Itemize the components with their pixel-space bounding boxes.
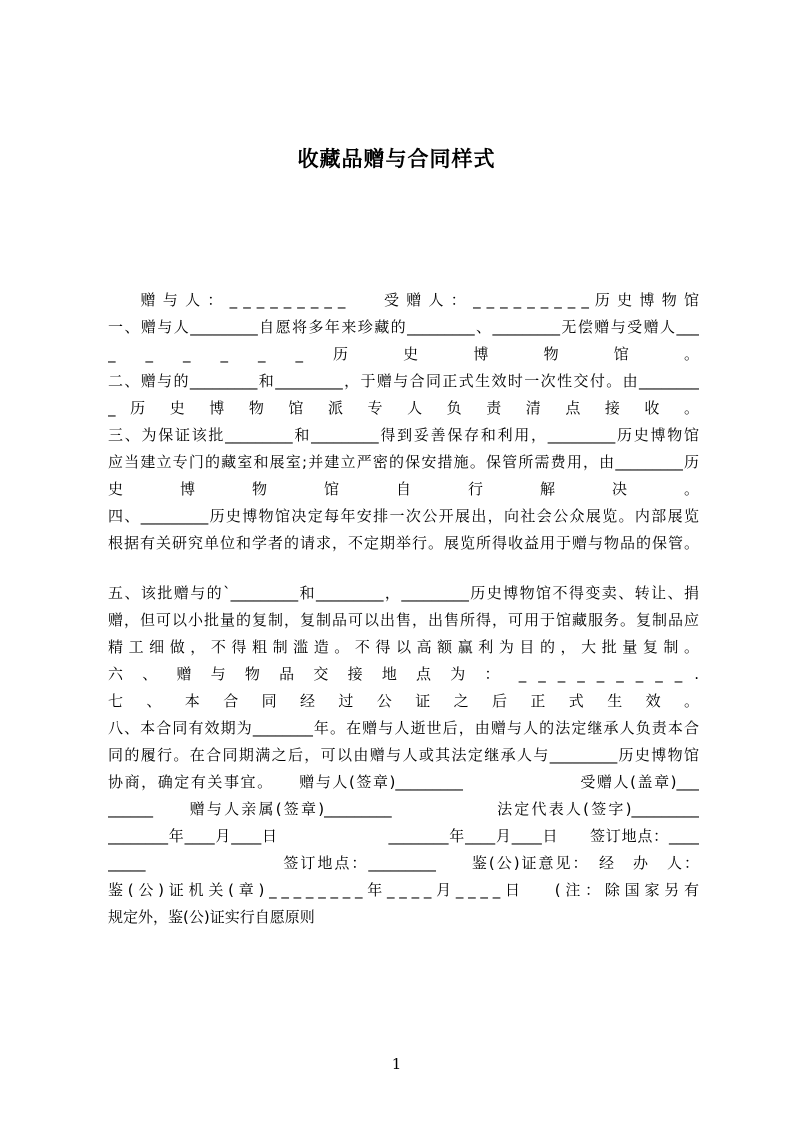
clause-1-line-1: 一、赠与人_________自愿将多年来珍藏的_________、_________无偿赠与受赠人___ [108, 318, 699, 336]
clause-4-line-1: 四、_________历史博物馆决定每年安排一次公开展出，向社会公众展览。内部展览 [108, 507, 699, 525]
note-line: 规定外，鉴(公)证实行自愿原则 [108, 908, 315, 926]
clause-5-line-3: 精工细做，不得粗制滥造。不得以高额赢利为目的，大批量复制。 [108, 638, 699, 656]
clause-3-line-3: 史 博 物 馆 自 行 解 决 。 [108, 480, 699, 498]
page-number: 1 [391, 1055, 402, 1073]
clause-2-line-1: 二、赠与的_________和_________，于赠与合同正式生效时一次性交付。由________ [108, 372, 699, 390]
donor-recipient-line: 赠 与 人 ： _ _ _ _ _ _ _ _ _ 受 赠 人 ： _ _ _ _ _ _ _ _ _ 历 史 博 物 馆 [108, 291, 699, 309]
clause-3-line-2: 应当建立专门的藏室和展室;并建立严密的保安措施。保管所需费用，由_________历 [108, 453, 699, 471]
clause-8-line-1: 八、本合同有效期为________年。在赠与人逝世后，由赠与人的法定继承人负责本合 [108, 719, 699, 737]
signature-date-line: ________年____月____日 ________年____月____日 签订地点：____ [108, 827, 699, 845]
clause-6-line: 六 、 赠 与 物 品 交 接 地 点 为 ： _ _ _ _ _ _ _ _ _ . [108, 665, 699, 683]
clause-2-line-2: _ 历 史 博 物 馆 派 专 人 负 责 清 点 接 收 。 [108, 399, 699, 417]
document-title: 收藏品赠与合同样式 [297, 147, 496, 171]
signature-line-2: ______ 赠与人亲属(签章)_________ 法定代表人(签字)_________ [108, 800, 699, 818]
notary-line: 鉴 ( 公 ) 证 机 关 ( 章 ) _ _ _ _ _ _ _ _ 年 _ _ _ _ 月 _ _ _ _ 日 ( 注 ： 除 国 家 另 有 [108, 881, 699, 899]
clause-5-line-1: 五、该批赠与的`_________和_________，_________历史博物馆不得变卖、转让、捐 [108, 584, 699, 602]
clause-1-line-2: _ _ _ _ _ _ 历 史 博 物 馆 。 [108, 345, 699, 363]
clause-8-line-2: 同的履行。在合同期满之后，可以由赠与人或其法定继承人与_________历史博物馆 [108, 746, 699, 764]
signing-place-line: _____ 签订地点：_________ 鉴(公)证意见： 经 办 人： [108, 854, 699, 872]
clause-5-line-2: 赠，但可以小批量的复制，复制品可以出售，出售所得，可用于馆藏服务。复制品应 [108, 611, 699, 629]
clause-4-line-2: 根据有关研究单位和学者的请求，不定期举行。展览所得收益用于赠与物品的保管。 [108, 534, 699, 552]
clause-7-line: 七 、 本 合 同 经 过 公 证 之 后 正 式 生 效 。 [108, 692, 699, 710]
signature-line-1: 协商，确定有关事宜。 赠与人(签章)_________ 受赠人(盖章)___ [108, 773, 699, 791]
clause-3-line-1: 三、为保证该批_________和_________得到妥善保存和利用，_________历史博物馆 [108, 426, 699, 444]
